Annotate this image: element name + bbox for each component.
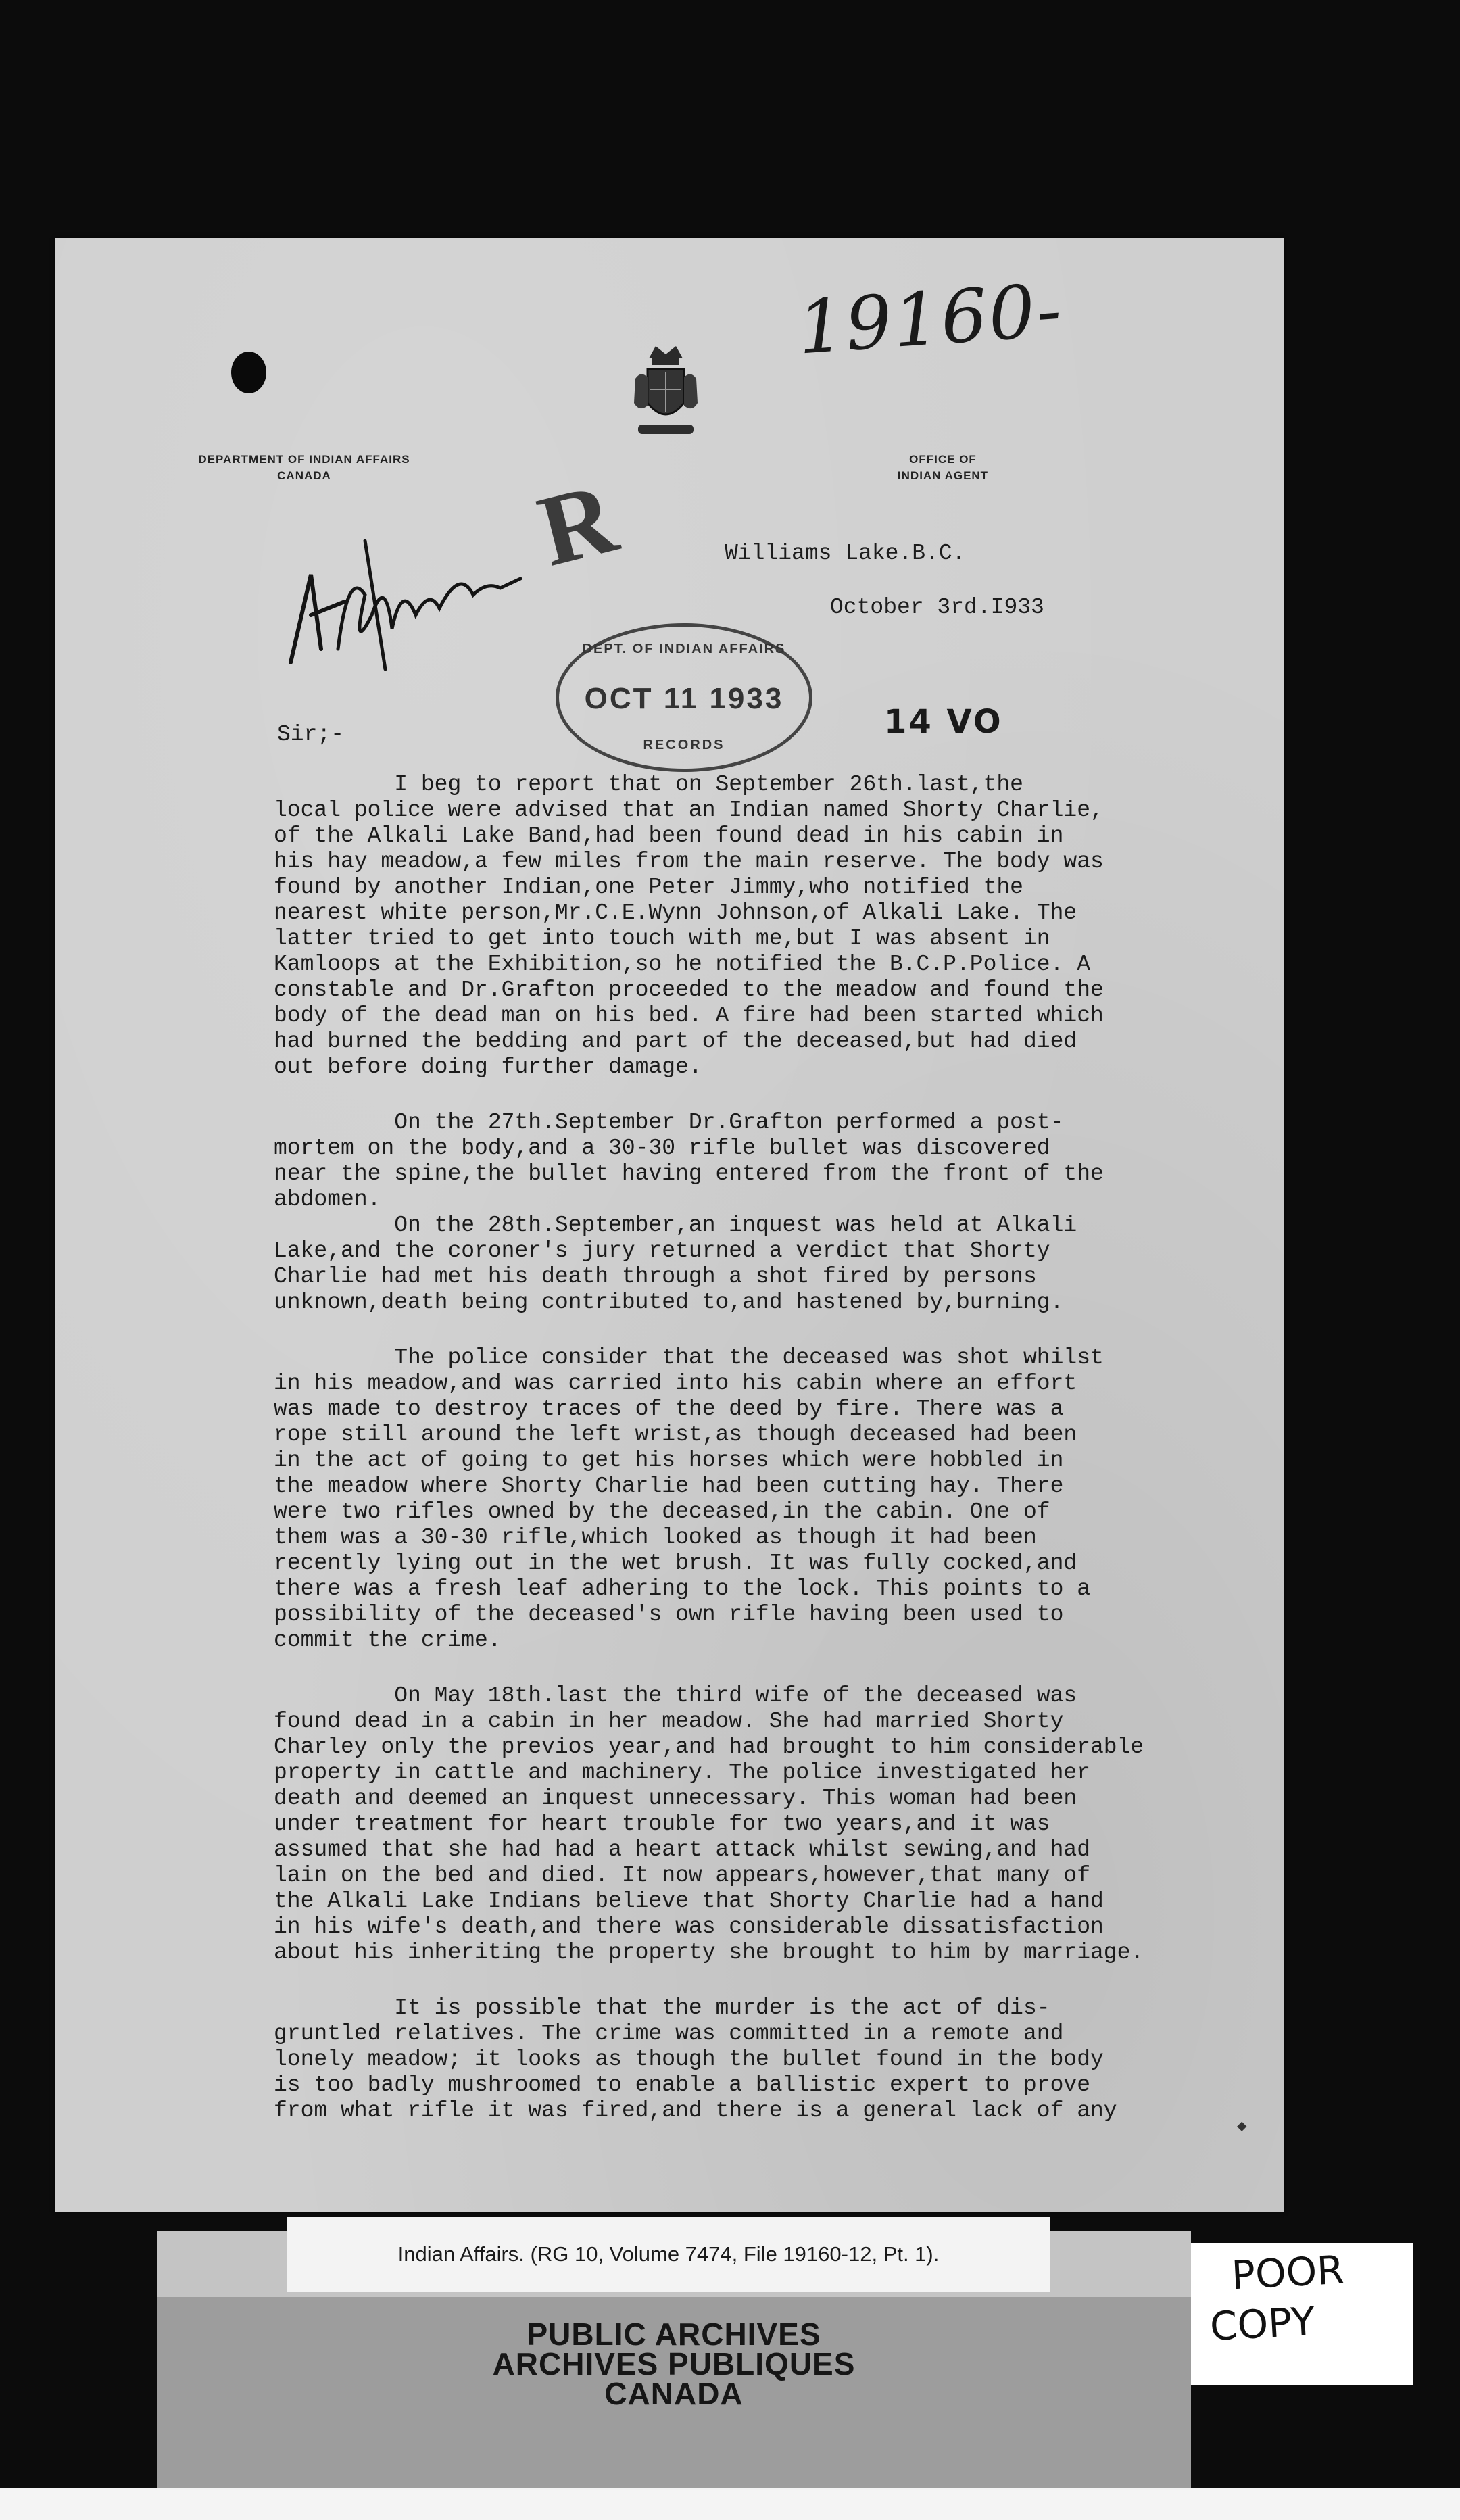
poor-copy-line-1: POOR <box>1230 2246 1346 2299</box>
letter-date: October 3rd.I933 <box>830 595 1044 620</box>
letterhead-office <box>845 452 1041 484</box>
stamp-records: RECORDS <box>643 737 725 752</box>
handwritten-signature <box>284 514 568 676</box>
paragraph-police: The police consider that the deceased was shot whilst in his meadow,and was carried into his cabin where an effort was made to destroy traces of the deed by fire. There was a rope still around the left wrist,as though deceased had been in the act of going to get his horses which were hobbled in the meadow where Shorty Charlie had been cutting hay. There were two rifles owned by the deceased,in the cabin. One of them was a 30-30 rifle,which looked as though it had been recently lying out in the wet brush. It was fully cocked,and there was a fresh leaf adhering to the lock. This points to a possibility of the deceased's own rifle having been used to commit the crime. <box>274 1345 1104 1653</box>
paragraph-motive: It is possible that the murder is the act of dis- gruntled relatives. The crime was committed in a remote and lonely meadow; it looks as though the bullet found in the body is too badly mushroomed to enable a ballistic expert to prove from what rifle it was fired,and there is a general lack of any <box>274 1995 1117 2123</box>
archives-line-2: ARCHIVES PUBLIQUES <box>492 2346 856 2381</box>
letterhead-office-line1: OFFICE OF <box>909 453 977 466</box>
paragraph-postmortem: On the 27th.September Dr.Grafton performed a post- mortem on the body,and a 30-30 rifle bullet was discovered near the spine,the bullet having entered from the front of the abdomen. On the 28th.September,an inquest was held at Alkali Lake,and the coroner's jury returned a verdict that Shorty Charlie had met his death through a shot fired by persons unknown,death being contributed to,and hastened by,burning. <box>274 1110 1104 1315</box>
archive-citation-label: Indian Affairs. (RG 10, Volume 7474, File 19160-12, Pt. 1). <box>287 2217 1050 2292</box>
letterhead-office-line2: INDIAN AGENT <box>897 469 989 482</box>
paragraph-report: I beg to report that on September 26th.last,the local police were advised that an Indian named Shorty Charlie, of the Alkali Lake Band,had been found dead in his cabin in his hay meadow,a few miles from the main reserve. The body was found by another Indian,one Peter Jimmy,who notified the nearest white person,Mr.C.E.Wynn Johnson,of Alkali Lake. The latter tried to get into touch with me,but I was absent in Kamloops at the Exhibition,so he notified the B.C.P.Police. A constable and Dr.Grafton proceeded to the meadow and found the body of the dead man on his bed. A fire had been started which had burned the bedding and part of the deceased,but had died out before doing further damage. <box>274 772 1104 1080</box>
letter-place: Williams Lake.B.C. <box>725 541 966 566</box>
stamp-department: DEPT. OF INDIAN AFFAIRS <box>582 641 786 656</box>
received-date-stamp <box>556 623 812 772</box>
stamp-date: OCT 11 1933 <box>584 682 784 715</box>
ink-reference-mark: 14 VO <box>884 703 1003 741</box>
archives-line-1: PUBLIC ARCHIVES <box>527 2317 821 2352</box>
letterhead-department <box>149 452 460 484</box>
handwritten-file-number: 19160- <box>795 268 1065 371</box>
page-corner-mark: ◆ <box>1237 2118 1247 2136</box>
letter-body <box>274 772 1274 2154</box>
paragraph-wife: On May 18th.last the third wife of the deceased was found dead in a cabin in her meadow. She had married Shorty Charley only the previos year,and had brought to him considerable property in cattle and machinery. The police investigated her death and deemed an inquest unnecessary. This woman had been under treatment for heart trouble for two years,and it was assumed that she had had a heart attack whilst sewing,and had lain on the bed and died. It now appears,however,that many of the Alkali Lake Indians believe that Shorty Charlie had a hand in his wife's death,and there was considerable dissatisfaction about his inheriting the property she brought to him by marriage. <box>274 1683 1144 1965</box>
initial-r-stamp: R <box>528 461 627 588</box>
punch-hole <box>231 352 266 393</box>
bottom-margin-strip <box>0 2488 1460 2520</box>
letterhead-department-country: CANADA <box>277 469 331 482</box>
coat-of-arms-icon <box>629 338 703 446</box>
salutation: Sir;- <box>277 722 345 747</box>
letterhead-department-name: DEPARTMENT OF INDIAN AFFAIRS <box>198 453 410 466</box>
archives-line-3: CANADA <box>604 2376 744 2411</box>
poor-copy-line-2: COPY <box>1209 2298 1316 2350</box>
